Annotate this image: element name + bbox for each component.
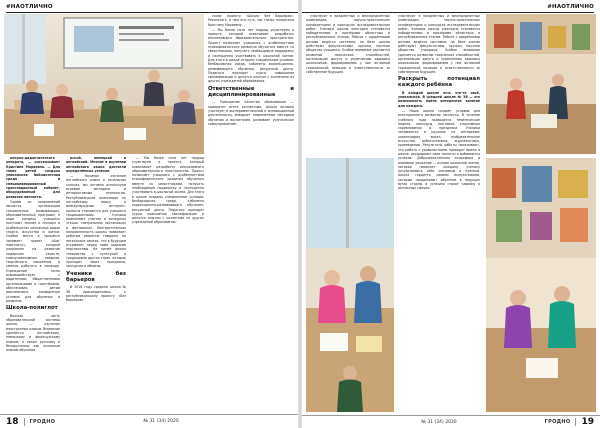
col2b-body: — Мы более пяти лет подряд учувствуем в проекте, который охватывает разработку инклюзивного образовательного пространства. Проект позволяет учащимся с особенностями психофизического развития обучаться вместе со сверстниками, получать необходимую поддержку и полноценно участвовать в школьной жизни. Для этого в школе созданы специальные условия: безбарьерная среда, кабинеты коррекционно-развивающего обучения, ресурсный центр. Педагоги проходят курсы повышения квалификации и делятся опытом с коллегами из других учреждений образования.: [132, 156, 204, 225]
right-column-2: [398, 14, 480, 412]
right-col1-body: участвуют в предметных и межпредметных олимпиадах, научно-практических конференциях и конкурсах исследовательских работ. Ученики школы ежегодно становятся победителями и призёрами областных и республиканских этапов. Работа с одарёнными детьми ведётся системно: на базе школы действуют факультативы, кружки, научное общество учащихся. Особое внимание уделяется развитию творческих способностей, организации досуга и укреплению здоровья школьников, формированию у них активной гражданской позиции и ответственности за собственное будущее.: [306, 14, 390, 74]
col1-end: Важная часть образовательной системы школы — изучение иностранных языков. Внимание уделяется английскому, немецкому и французскому языкам, а также русскому и белорусскому как основным языкам обучения.: [6, 313, 60, 353]
col3-top: скому проекту «Школа без барьеров». Рассказать, в чём его суть, мы также попросили Кристину Мариевну.: [208, 14, 294, 27]
rubric-rule-right: [302, 12, 594, 13]
col2-body: — Начиная изучение английского языка в начальных классах, мы активно используем игровые методики и интерактивные технологии. Республиканская олимпиада по английскому языку и международные интернет-проекты становятся для учащихся традиционными. Ученики принимают участие в конкурсах чтецов, театральных постановках и фестивалях. Лингвистическая направленность школы позволяет ребятам уверенно говорить на нескольких языках, что в будущем открывает перед ними широкие перспективы. Не менее важно знакомство с культурой и традициями других стран, которое проходит через праздники, экскурсии и обмены.: [66, 174, 126, 269]
col1-body: Одним из направлений является организация специальных развивающих, образовательных программ, в ходе которых учащиеся получают знания о технике и особенностях различных видов спорта, искусства и жизни. Особое место в процессе занимает проект «Шаг навстречу», который направлен на развитие лидерских качеств, коммуникативных навыков, творческого мышления и умения работать в команде. Учреждение тесно взаимодействует с родителями, общественными организациями и партнёрами, обеспечивая детям максимально комфортные условия для обучения и развития.: [6, 199, 60, 303]
right-col2-lead: В каждой школе есть что-то своё, уникальное. В средней школе № 38 — это возможность найти интересное занятие для каждого.: [398, 90, 480, 108]
right-page: [302, 0, 600, 428]
col1-intro: опорно-дидактического аппарата, — рассказывает Кристина Мариевна. — Для таких детей создана уникальная библиотечная среда и специализированный трансляционный кабинет, оборудованный для развития личности.: [6, 156, 60, 199]
heading-potential: Раскрыть потенциал каждого ребёнка: [398, 76, 480, 88]
heading-polyglot: Школа-полиглот: [6, 305, 58, 312]
rubric-label-left: #НАОТЛИЧНО: [6, 4, 53, 10]
page-number-left: 18: [6, 416, 19, 427]
heading-responsible: Ответственные и дисциплинированные: [208, 85, 294, 98]
brand-left: ГРОДНО: [29, 418, 56, 425]
page-number-right: 19: [581, 417, 594, 427]
rubric-rule-left: [6, 12, 298, 13]
right-col2-body: — Наша школа создаёт условия для всестороннего развития личности. В течение учебного года проводятся тематические недели, конкурсы, выставки, спортивные соревнования и праздники. Ученики занимаются в кружках по интересам: хореография, вокал, изобразительное искусство, робототехника, журналистика, краеведение. Результаты работы показывают, что ребята с удовольствием проводят время в школе, раскрывают свои таланты и добиваются успехов. Доброжелательная атмосфера и взаимное уважение — основа школьной жизни, которая помогает каждому ученику почувствовать себя значимым и нужным. Школа гордится своими выпускниками, которые продолжают обучение в ведущих вузах страны и успешно строят карьеру в различных сферах.: [398, 108, 480, 191]
left-column-3: [208, 14, 294, 412]
col2-lead: рской, немецкий и английский. Многие в изучении английского языка достигли определённых успехов.: [66, 156, 126, 173]
left-column-1: [6, 156, 60, 412]
left-column-2: [66, 156, 126, 412]
issue-left: № 31 (34) 2020: [143, 419, 179, 424]
classroom-photo: [4, 14, 204, 154]
school-hall-photo: [486, 14, 596, 154]
col3-end: — Повышение качества образования — приоритет всего коллектива. Школа активно участвует в экспериментальной и инновационной деятельности, внедряет современные методики обучения и воспитания, развивает ученическое самоуправление.: [208, 100, 294, 126]
col3-body: — Мы более пяти лет подряд учувствуем в проекте, который охватывает разработку инклюзивного образовательного пространства. Проект позволяет учащимся с особенностями психофизического развития обучаться вместе со сверстниками, получать необходимую поддержку и полноценно участвовать в школьной жизни. Для этого в школе созданы специальные условия: безбарьерная среда, кабинеты коррекционно-развивающего обучения, ресурсный центр. Педагоги проходят курсы повышения квалификации и делятся опытом с коллегами из других учреждений образования.: [208, 27, 294, 84]
students-photo: [306, 158, 394, 412]
left-footer: [0, 414, 298, 428]
right-col2-top: участвуют в предметных и межпредметных олимпиадах, научно-практических конференциях и конкурсах исследовательских работ. Ученики школы ежегодно становятся победителями и призёрами областных и республиканских этапов. Работа с одарёнными детьми ведётся системно: на базе школы действуют факультативы, кружки, научное общество учащихся. Особое внимание уделяется развитию творческих способностей, организации досуга и укреплению здоровья школьников, формированию у них активной гражданской позиции и ответственности за собственное будущее.: [398, 14, 480, 74]
right-footer: [302, 415, 600, 428]
heading-no-barriers: Ученики без барьеров: [66, 270, 126, 283]
col2-end: В 2016 году средняя школа № 38 присоединилась к республиканскому проекту «Без барьеров».: [66, 285, 126, 303]
issue-right: № 31 (34) 2020: [421, 419, 457, 425]
left-column-2b: [132, 156, 204, 412]
right-column-1: [306, 14, 390, 154]
art-classroom-photo: [486, 158, 596, 412]
rubric-label-right: #НАОТЛИЧНО: [547, 4, 594, 10]
brand-right: ГРОДНО: [544, 419, 571, 425]
left-page: [0, 0, 298, 428]
